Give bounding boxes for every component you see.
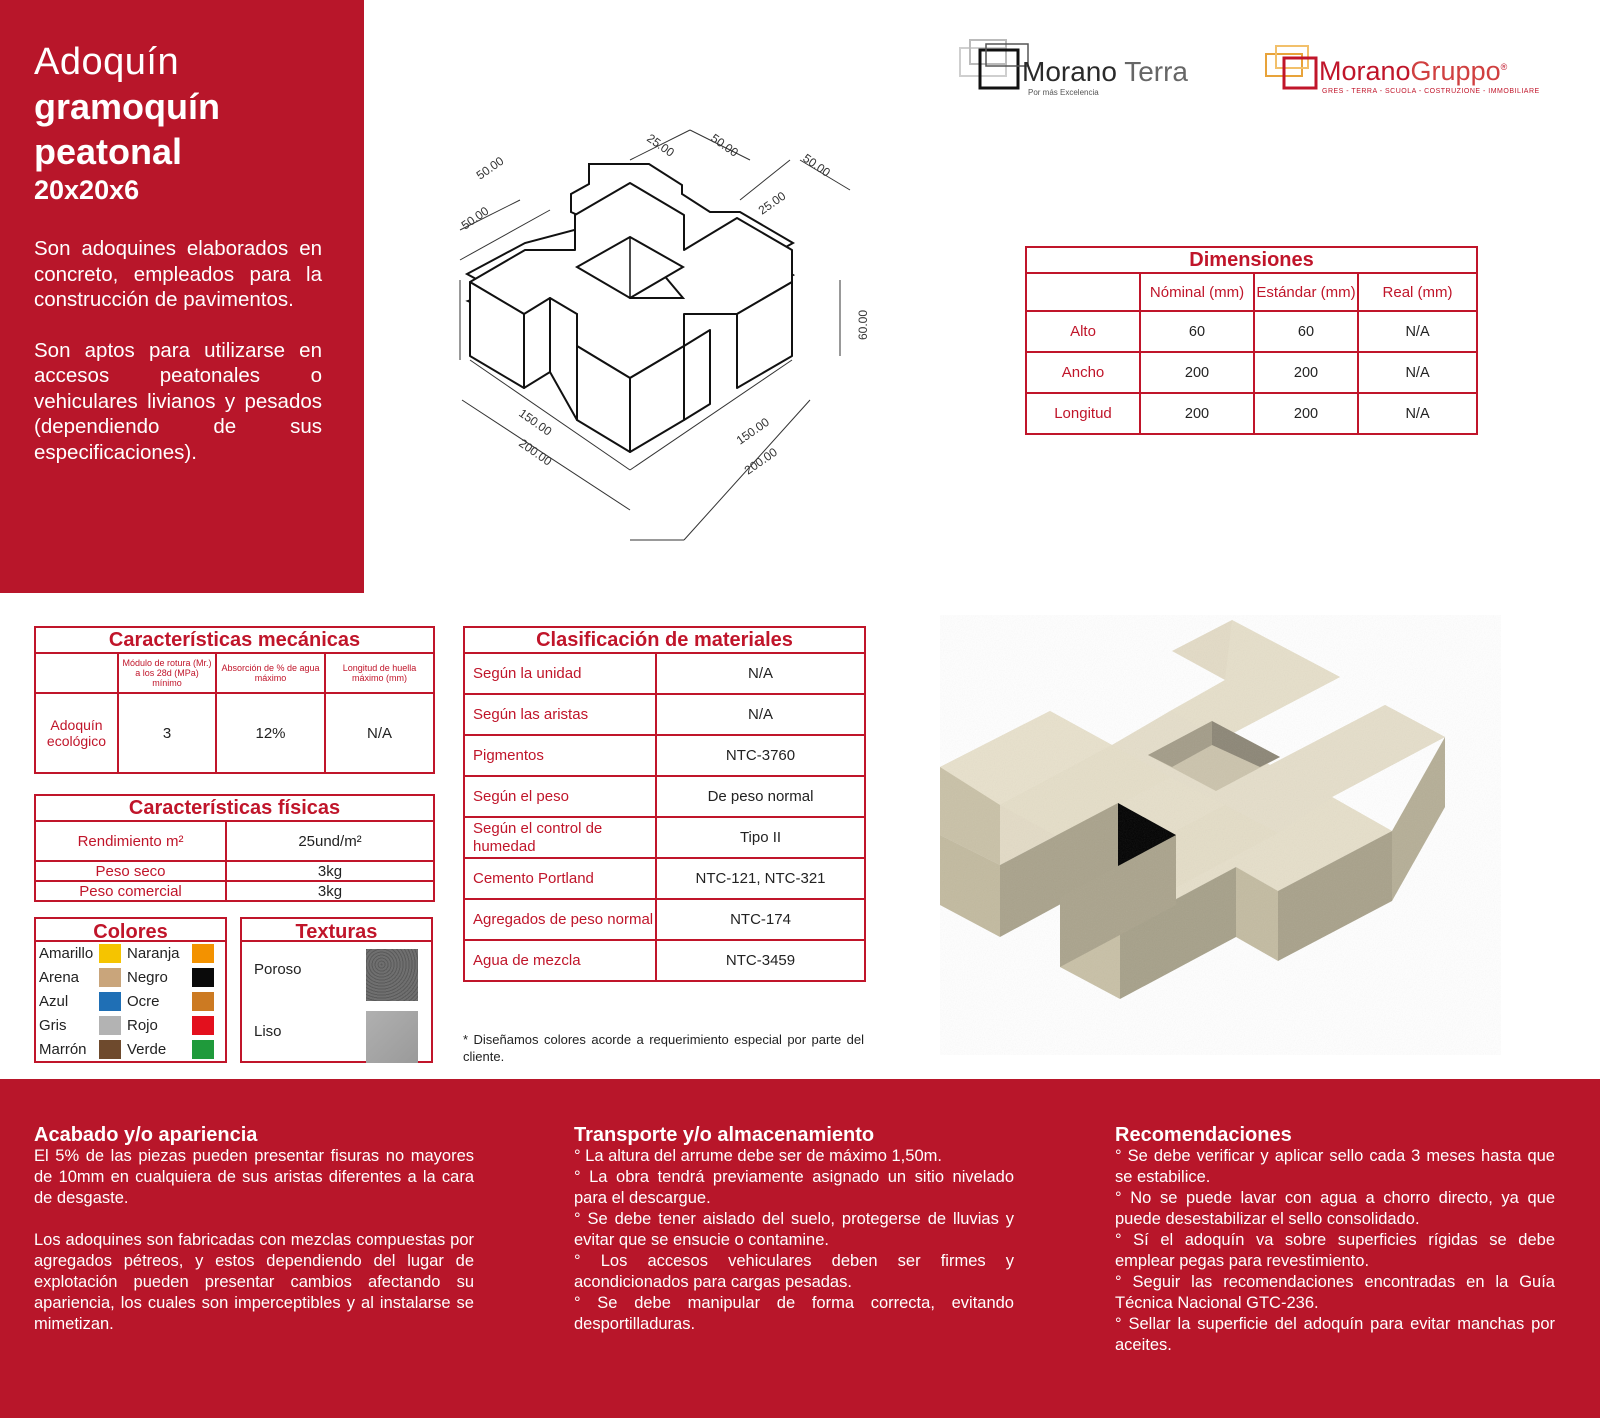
dim-label-150-right: 150.00 — [733, 414, 772, 448]
color-swatch — [192, 1016, 214, 1035]
class-row-label: Según el control de humedad — [464, 817, 656, 858]
recommendation-item: ° Sí el adoquín va sobre superficies rígidas se debe emplear pegas para revestimiento. — [1115, 1231, 1555, 1270]
dim-label-150-left: 150.00 — [516, 405, 555, 439]
morano-gruppo-mark: ® — [1500, 62, 1508, 72]
color-name: Naranja — [127, 945, 180, 962]
recommendations-section — [1115, 1124, 1555, 1356]
color-swatch — [192, 968, 214, 987]
class-cell: De peso normal — [656, 776, 865, 817]
finish-paragraph-2: Los adoquines son fabricadas con mezclas compuestas por agregados pétreos, y estos dependiendo del lugar de explotación pueden presentar cambios afectando su apariencia, los cuales son imperceptibles y al instalarse se mimetizan. — [34, 1231, 474, 1333]
class-cell: NTC-121, NTC-321 — [656, 858, 865, 899]
transport-item: ° Los accesos vehiculares deben ser firmes y acondicionados para cargas pesadas. — [574, 1252, 1014, 1291]
mec-header-modulo: Módulo de rotura (Mr.) a los 28d (MPa) mínimo — [118, 653, 216, 693]
dim-label-25-right: 25.00 — [755, 188, 789, 218]
class-row-label: Agregados de peso normal — [464, 899, 656, 940]
texture-label: Liso — [254, 1023, 282, 1040]
hero-paragraph-2: Son aptos para utilizarse en accesos peatonales o vehiculares livianos y pesados (dependiendo de sus especificaciones). — [34, 338, 322, 464]
phys-row-label: Peso comercial — [35, 881, 226, 901]
title-line3: peatonal — [34, 131, 183, 172]
classification-title: Clasificación de materiales — [464, 627, 865, 653]
color-name: Verde — [127, 1041, 167, 1058]
dim-label-50-top: 50.00 — [708, 130, 741, 160]
dim-cell: 200 — [1140, 352, 1254, 393]
mec-row-label: Adoquín ecológico — [35, 693, 118, 773]
recommendation-item: ° No se puede lavar con agua a chorro directo, ya que puede desestabilizar el sello consolidado. — [1115, 1189, 1555, 1228]
dim-cell: N/A — [1358, 393, 1477, 434]
recommendation-item: ° Se debe verificar y aplicar sello cada 3 meses hasta que se estabilice. — [1115, 1147, 1555, 1186]
class-row-label: Según las aristas — [464, 694, 656, 735]
hero-paragraph-1: Son adoquines elaborados en concreto, empleados para la construcción de pavimentos. — [34, 237, 322, 311]
dim-header-nominal: Nóminal (mm) — [1140, 273, 1254, 311]
color-name: Rojo — [127, 1017, 158, 1034]
class-cell: N/A — [656, 653, 865, 694]
hero-panel — [0, 0, 364, 593]
color-name: Azul — [39, 993, 69, 1010]
recommendation-item: ° Seguir las recomendaciones encontradas en la Guía Técnica Nacional GTC-236. — [1115, 1273, 1555, 1312]
phys-row-label: Peso seco — [35, 861, 226, 881]
dim-row-label: Longitud — [1026, 393, 1140, 434]
dim-label-60: 60.00 — [856, 309, 870, 340]
dim-row-label: Ancho — [1026, 352, 1140, 393]
class-row-label: Pigmentos — [464, 735, 656, 776]
mec-cell: 12% — [216, 693, 325, 773]
dimensions-table — [1025, 246, 1478, 435]
finish-paragraph-1: El 5% de las piezas pueden presentar fisuras no mayores de 10mm en cualquiera de sus aristas diferentes a la cara de desgaste. — [34, 1147, 474, 1207]
dim-cell: N/A — [1358, 352, 1477, 393]
morano-terra-logo — [958, 36, 1228, 102]
color-name: Gris — [39, 1017, 67, 1034]
morano-gruppo-tagline: GRES - TERRA - SCUOLA - COSTRUZIONE - IMMOBILIARE — [1322, 88, 1540, 95]
dim-row-label: Alto — [1026, 311, 1140, 352]
color-swatch — [99, 968, 121, 987]
mec-cell: 3 — [118, 693, 216, 773]
phys-cell: 3kg — [226, 881, 434, 901]
color-name: Amarillo — [39, 945, 94, 962]
mec-header-absorcion: Absorción de % de agua máximo — [216, 653, 325, 693]
dim-cell: 200 — [1254, 393, 1358, 434]
transport-item: ° Se debe manipular de forma correcta, evitando desportilladuras. — [574, 1294, 1014, 1333]
class-cell: NTC-174 — [656, 899, 865, 940]
textures-title: Texturas — [242, 919, 431, 942]
color-swatch — [99, 992, 121, 1011]
paver-render-image — [940, 615, 1590, 1075]
mec-cell: N/A — [325, 693, 434, 773]
transport-item: ° La obra tendrá previamente asignado un sitio nivelado para el descargue. — [574, 1168, 1014, 1207]
recommendations-title: Recomendaciones — [1115, 1124, 1292, 1146]
class-row-label: Según el peso — [464, 776, 656, 817]
title-line2: gramoquín — [34, 86, 220, 127]
morano-terra-name1: Morano — [1022, 56, 1117, 87]
dim-label-200-right: 200.00 — [741, 444, 780, 478]
class-row-label: Cemento Portland — [464, 858, 656, 899]
morano-gruppo-name2: Gruppo — [1410, 56, 1501, 86]
phys-cell: 25und/m² — [226, 821, 434, 861]
texture-swatch-liso — [366, 1011, 418, 1063]
morano-terra-name2: Terra — [1116, 56, 1189, 87]
dim-label-50-left: 50.00 — [458, 203, 492, 233]
morano-terra-tagline: Por más Excelencia — [1028, 88, 1099, 97]
dim-cell: 200 — [1140, 393, 1254, 434]
color-name: Ocre — [127, 993, 160, 1010]
classification-table — [463, 626, 866, 982]
morano-gruppo-mark-icon — [1264, 40, 1324, 90]
color-swatch — [99, 944, 121, 963]
transport-item: ° La altura del arrume debe ser de máximo 1,50m. — [574, 1147, 942, 1165]
color-name: Arena — [39, 969, 80, 986]
dimensions-title: Dimensiones — [1026, 247, 1477, 273]
mechanical-title: Características mecánicas — [35, 627, 434, 653]
class-cell: NTC-3760 — [656, 735, 865, 776]
dim-label-25-top: 25.00 — [644, 130, 677, 160]
colors-title: Colores — [36, 919, 225, 942]
physical-table — [34, 794, 435, 902]
colors-grid — [36, 942, 225, 1061]
title-line1: Adoquín — [34, 41, 180, 83]
texture-swatch-poroso — [366, 949, 418, 1001]
dim-cell: 200 — [1254, 352, 1358, 393]
class-cell: NTC-3459 — [656, 940, 865, 981]
finish-title: Acabado y/o apariencia — [34, 1124, 258, 1146]
morano-gruppo-name1: Morano — [1319, 56, 1411, 86]
technical-drawing — [440, 120, 900, 580]
dim-label-50-right: 50.00 — [800, 150, 833, 180]
footer-panel — [0, 1079, 1600, 1418]
dim-cell: N/A — [1358, 311, 1477, 352]
class-row-label: Según la unidad — [464, 653, 656, 694]
textures-panel — [240, 917, 433, 1063]
colors-panel — [34, 917, 227, 1063]
texture-label: Poroso — [254, 961, 302, 978]
dim-header-real: Real (mm) — [1358, 273, 1477, 311]
transport-item: ° Se debe tener aislado del suelo, protegerse de lluvias y evitar que se ensucie o contamine. — [574, 1210, 1014, 1249]
phys-cell: 3kg — [226, 861, 434, 881]
dim-label-200-left: 200.00 — [516, 435, 555, 469]
color-name: Negro — [127, 969, 168, 986]
transport-section — [574, 1124, 1014, 1335]
dim-label-50-left-top: 50.00 — [473, 153, 507, 183]
finish-section — [34, 1124, 474, 1335]
color-swatch — [192, 944, 214, 963]
mechanical-table — [34, 626, 435, 774]
transport-title: Transporte y/o almacenamiento — [574, 1124, 875, 1146]
color-name: Marrón — [39, 1041, 87, 1058]
class-cell: N/A — [656, 694, 865, 735]
class-cell: Tipo II — [656, 817, 865, 858]
class-row-label: Agua de mezcla — [464, 940, 656, 981]
title-size: 20x20x6 — [34, 175, 140, 205]
mec-header-huella: Longitud de huella máximo (mm) — [325, 653, 434, 693]
recommendation-item: ° Sellar la superficie del adoquín para evitar manchas por aceites. — [1115, 1315, 1555, 1354]
custom-colors-note: * Diseñamos colores acorde a requerimiento especial por parte del cliente. — [463, 1032, 864, 1064]
dim-cell: 60 — [1140, 311, 1254, 352]
phys-row-label: Rendimiento m² — [35, 821, 226, 861]
color-swatch — [192, 992, 214, 1011]
color-swatch — [99, 1016, 121, 1035]
dim-header-estandar: Estándar (mm) — [1254, 273, 1358, 311]
physical-title: Características físicas — [35, 795, 434, 821]
color-swatch — [192, 1040, 214, 1059]
morano-gruppo-logo — [1264, 40, 1544, 102]
color-swatch — [99, 1040, 121, 1059]
dim-cell: 60 — [1254, 311, 1358, 352]
